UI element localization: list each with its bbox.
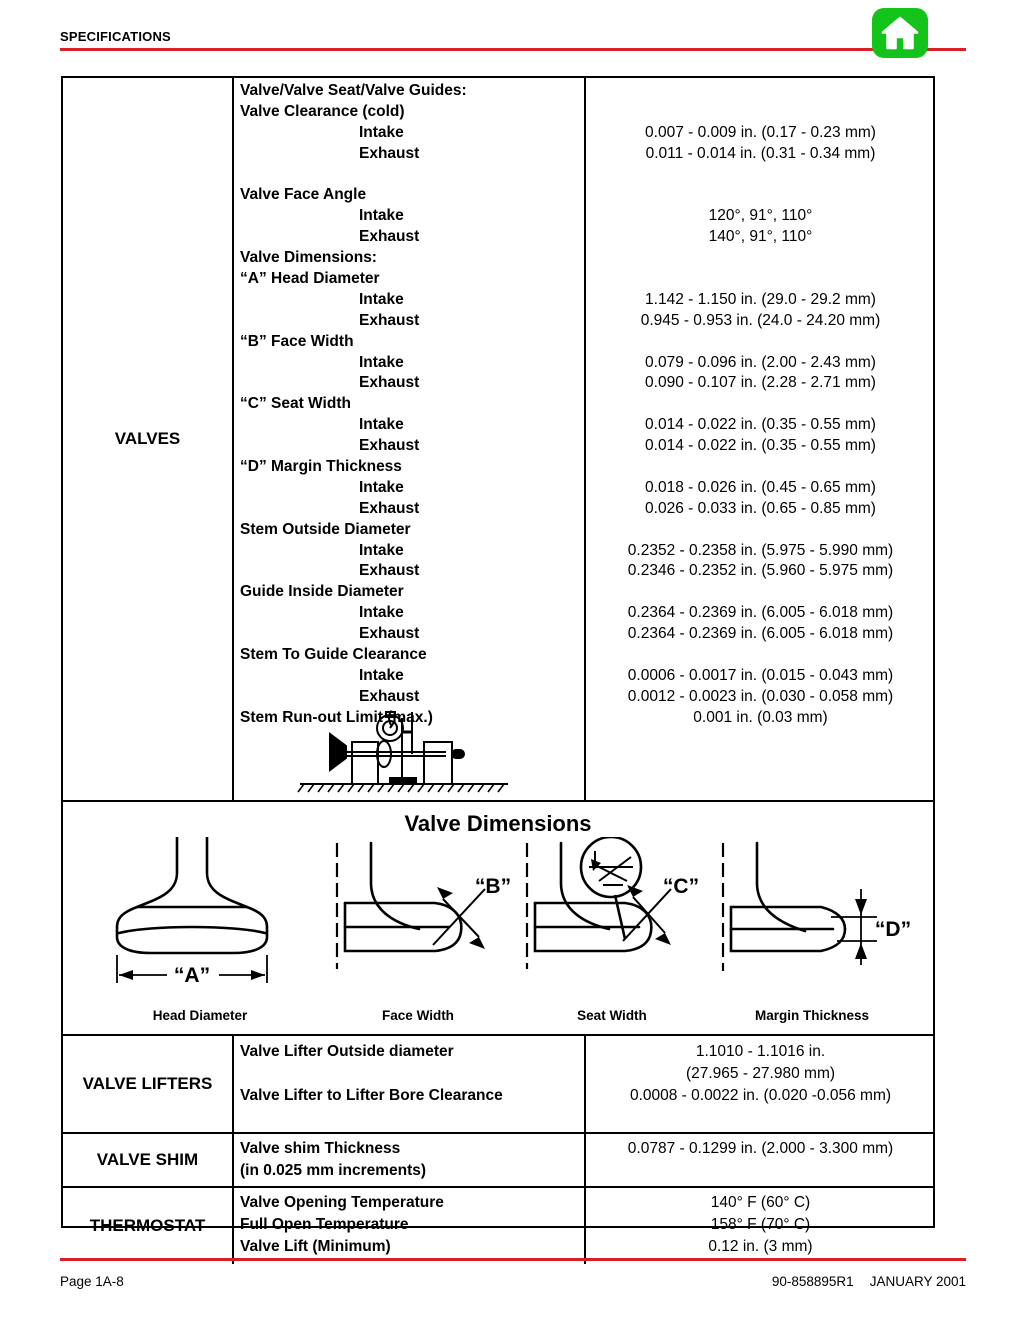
thermostat-value-column xyxy=(586,1192,935,1258)
spec-label: Valve shim Thickness xyxy=(240,1140,401,1157)
spec-value xyxy=(586,457,935,478)
spec-spacer xyxy=(234,165,584,186)
spec-sublabel: Exhaust xyxy=(359,437,420,455)
spec-value xyxy=(586,185,935,206)
spec-value xyxy=(586,1160,935,1182)
spec-sublabel: Intake xyxy=(359,478,404,496)
spec-sublabel: Intake xyxy=(359,416,404,434)
spec-value: 0.014 - 0.022 in. (0.35 - 0.55 mm) xyxy=(645,437,876,455)
spec-value: 1.1010 - 1.1016 in. xyxy=(695,1043,826,1060)
spec-value: 0.090 - 0.107 in. (2.28 - 2.71 mm) xyxy=(645,374,876,392)
spec-value: 0.007 - 0.009 in. (0.17 - 0.23 mm) xyxy=(645,123,876,141)
category-label-thermostat: THERMOSTAT xyxy=(89,1216,206,1235)
spec-sublabel: Intake xyxy=(359,290,404,308)
dimension-label-c: “C” xyxy=(662,875,700,898)
dimension-label-d: “D” xyxy=(874,918,912,941)
spec-value: 0.945 - 0.953 in. (24.0 - 24.20 mm) xyxy=(640,311,881,329)
dimension-label-b: “B” xyxy=(474,875,512,898)
spec-value: 140° F (60° C) xyxy=(710,1194,811,1211)
page-header xyxy=(60,30,966,51)
valve-margin-thickness-diagram xyxy=(703,837,921,1029)
spec-value: 0.079 - 0.096 in. (2.00 - 2.43 mm) xyxy=(645,353,876,371)
spec-sublabel: Exhaust xyxy=(359,499,420,517)
spec-label: Valve Opening Temperature xyxy=(240,1194,444,1211)
spec-value xyxy=(586,102,935,123)
specifications-table xyxy=(61,76,935,1255)
spec-label: Valve Lifter to Lifter Bore Clearance xyxy=(240,1087,503,1104)
spec-sublabel: Exhaust xyxy=(359,562,420,580)
spec-value: 120°, 91°, 110° xyxy=(708,207,813,225)
spec-value: 0.2364 - 0.2369 in. (6.005 - 6.018 mm) xyxy=(627,604,894,622)
spec-value xyxy=(586,81,935,102)
spec-value: 158° F (70° C) xyxy=(710,1216,811,1233)
spec-sublabel: Intake xyxy=(359,541,404,559)
spec-value: 0.014 - 0.022 in. (0.35 - 0.55 mm) xyxy=(645,416,876,434)
spec-value: 0.2352 - 0.2358 in. (5.975 - 5.990 mm) xyxy=(627,541,894,559)
valve-dimensions-figure-band xyxy=(63,802,933,1034)
dial-indicator-stem-runout-diagram xyxy=(294,708,514,796)
valve-face-width-diagram xyxy=(309,837,527,1029)
spec-label: Stem Run-out Limit (max.) xyxy=(240,708,433,726)
spec-label: Stem Outside Diameter xyxy=(240,520,411,538)
spec-sublabel: Exhaust xyxy=(359,144,420,162)
spec-value: 0.0008 - 0.0022 in. (0.020 -0.056 mm) xyxy=(629,1087,892,1104)
spec-label: “B” Face Width xyxy=(240,332,354,350)
valve-shim-name-column xyxy=(234,1138,584,1182)
spec-value xyxy=(586,520,935,541)
spec-sublabel: Exhaust xyxy=(359,625,420,643)
spec-label: Stem To Guide Clearance xyxy=(240,646,427,664)
table-row-valves xyxy=(63,78,933,800)
spec-value: 0.2346 - 0.2352 in. (5.960 - 5.975 mm) xyxy=(627,562,894,580)
table-row-valve-shim xyxy=(63,1134,933,1186)
home-icon[interactable] xyxy=(872,8,928,58)
table-row-thermostat xyxy=(63,1188,933,1264)
spec-value xyxy=(586,582,935,603)
header-divider xyxy=(60,48,966,51)
spec-value: 0.0012 - 0.0023 in. (0.030 - 0.058 mm) xyxy=(627,687,894,705)
spec-sublabel: Exhaust xyxy=(359,311,420,329)
dimension-label-a: “A” xyxy=(173,964,211,987)
footer-date: JANUARY 2001 xyxy=(869,1273,966,1289)
spec-sublabel: Intake xyxy=(359,207,404,225)
category-label-valves: VALVES xyxy=(114,429,181,448)
page-title: SPECIFICATIONS xyxy=(60,29,171,44)
spec-label: “D” Margin Thickness xyxy=(240,458,402,476)
thermostat-name-column xyxy=(234,1192,584,1258)
valve-dimensions-figures xyxy=(63,837,933,1029)
spec-label: Valve Lift (Minimum) xyxy=(240,1238,391,1255)
page-footer xyxy=(60,1258,966,1289)
footer-part-number: 90-858895R1 xyxy=(771,1273,854,1289)
valve-dimensions-title: Valve Dimensions xyxy=(404,811,592,836)
valve-shim-value-column xyxy=(586,1138,935,1182)
spec-sublabel: Exhaust xyxy=(359,228,420,246)
spec-sublabel: Exhaust xyxy=(359,687,420,705)
spec-value: 1.142 - 1.150 in. (29.0 - 29.2 mm) xyxy=(645,290,876,308)
spec-sublabel: Exhaust xyxy=(359,374,420,392)
table-row-valve-lifters xyxy=(63,1036,933,1132)
spec-value: 0.2364 - 0.2369 in. (6.005 - 6.018 mm) xyxy=(627,625,894,643)
spec-value: (27.965 - 27.980 mm) xyxy=(685,1065,836,1082)
spec-value xyxy=(586,645,935,666)
valves-spec-name-column xyxy=(234,78,584,800)
figure-caption-margin-thickness: Margin Thickness xyxy=(754,1008,870,1023)
figure-caption-head-diameter: Head Diameter xyxy=(152,1008,248,1023)
spec-value: 0.001 in. (0.03 mm) xyxy=(693,708,828,726)
spec-label: Full Open Temperature xyxy=(240,1216,409,1233)
spec-label: Valve Face Angle xyxy=(240,186,367,204)
spec-value: 0.011 - 0.014 in. (0.31 - 0.34 mm) xyxy=(645,144,876,162)
spec-value: 0.0787 - 0.1299 in. (2.000 - 3.300 mm) xyxy=(627,1140,894,1157)
valve-lifters-name-column xyxy=(234,1041,584,1107)
spec-value: 0.026 - 0.033 in. (0.65 - 0.85 mm) xyxy=(645,499,876,517)
spec-label: (in 0.025 mm increments) xyxy=(240,1162,427,1179)
figure-caption-face-width: Face Width xyxy=(382,1008,454,1023)
category-label-valve-shim: VALVE SHIM xyxy=(96,1150,199,1169)
valves-spec-value-column xyxy=(586,78,935,800)
spec-value xyxy=(586,269,935,290)
spec-label: “C” Seat Width xyxy=(240,395,351,413)
valve-seat-width-diagram xyxy=(503,837,721,1029)
figure-caption-seat-width: Seat Width xyxy=(577,1008,647,1023)
spec-sublabel: Intake xyxy=(359,604,404,622)
spec-value: 140°, 91°, 110° xyxy=(708,228,813,246)
spec-value: 0.12 in. (3 mm) xyxy=(708,1238,813,1255)
spec-label: “A” Head Diameter xyxy=(240,270,380,288)
spec-value: 0.018 - 0.026 in. (0.45 - 0.65 mm) xyxy=(645,478,876,496)
spec-value: 0.0006 - 0.0017 in. (0.015 - 0.043 mm) xyxy=(627,666,894,684)
spec-label: Valve Dimensions: xyxy=(240,249,377,267)
spec-label: Valve Clearance (cold) xyxy=(240,102,405,120)
spec-sublabel: Intake xyxy=(359,353,404,371)
spec-label: Valve/Valve Seat/Valve Guides: xyxy=(240,82,467,99)
valve-lifters-value-column xyxy=(586,1041,935,1107)
spec-sublabel: Intake xyxy=(359,666,404,684)
spec-sublabel: Intake xyxy=(359,123,404,141)
spec-value xyxy=(586,248,935,269)
valve-head-diameter-diagram xyxy=(91,837,309,1029)
spec-label xyxy=(240,1063,584,1085)
spec-label: Valve Lifter Outside diameter xyxy=(240,1043,454,1060)
footer-page-number: Page 1A-8 xyxy=(60,1273,124,1289)
spec-label: Guide Inside Diameter xyxy=(240,583,404,601)
category-label-valve-lifters: VALVE LIFTERS xyxy=(82,1074,213,1093)
spec-value xyxy=(586,332,935,353)
spec-value xyxy=(586,165,935,186)
spec-value xyxy=(586,394,935,415)
